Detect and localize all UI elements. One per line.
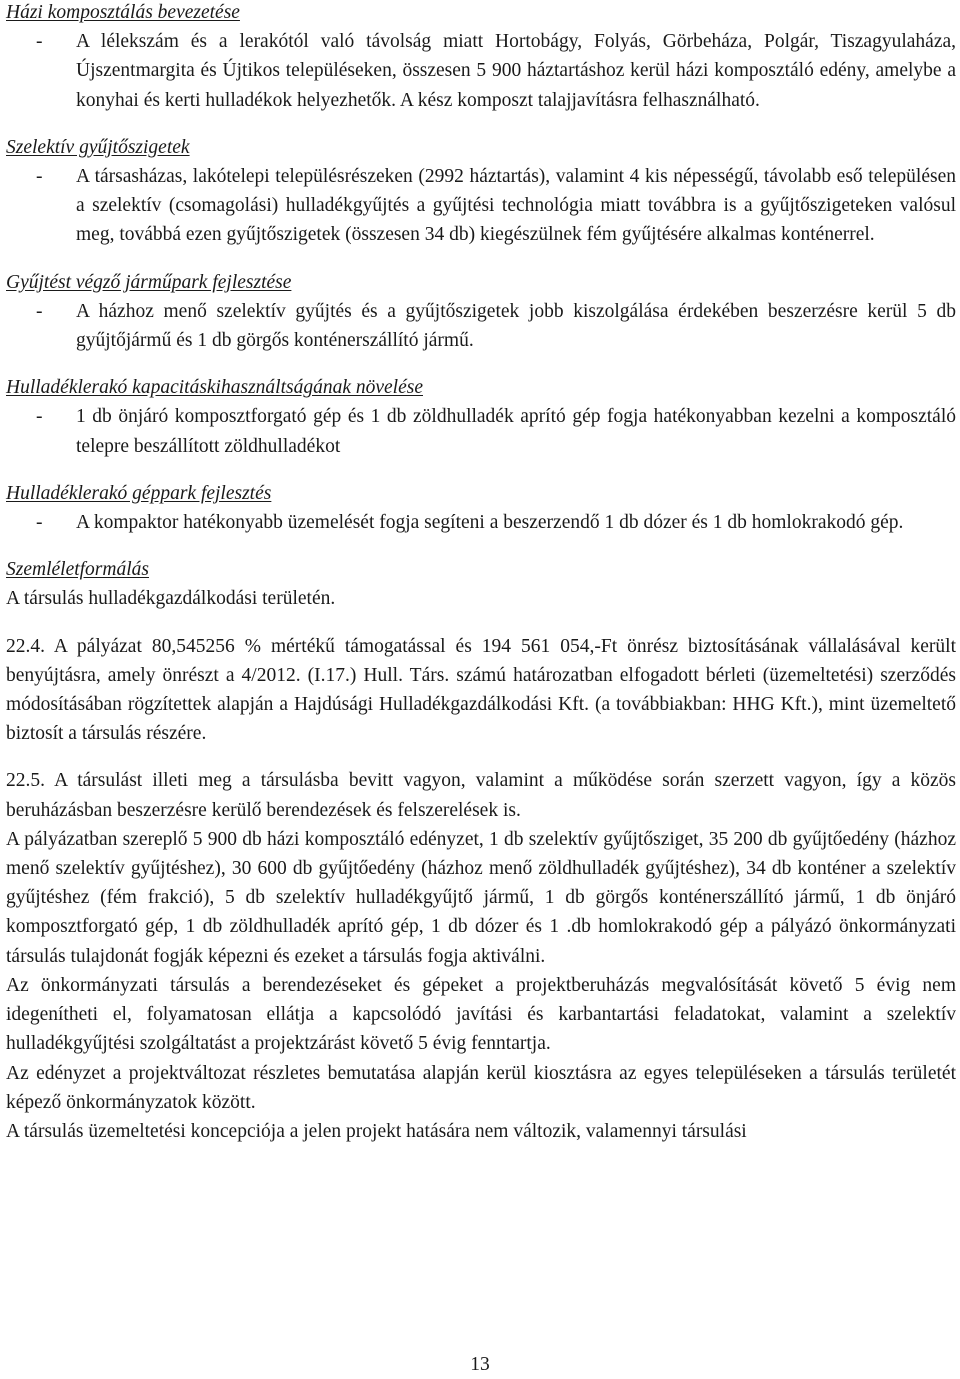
paragraph-edenyzet: Az edényzet a projektváltozat részletes bemutatása alapján kerül kiosztásra az egyes településeken a társulás területét képező önkormányzatok között.	[6, 1062, 956, 1113]
section-heading: Szemléletformálás	[6, 559, 149, 581]
bullet-dash: -	[36, 31, 43, 53]
bullet-dash: -	[36, 512, 43, 534]
section-22-4	[6, 632, 956, 749]
paragraph-fenntartas: Az önkormányzati társulás a berendezéseket és gépeket a projektberuházás megvalósítását követő 5 évig nem idegenítheti el, folyamatosan ellátja a kapcsolódó javítási és karbantartási feladatokat, valamint a szelektív hulladékgyűjtési szolgáltatást a projektzárást követő 5 évig fenntartja.	[6, 974, 956, 1055]
bullet-dash: -	[36, 166, 43, 188]
section-heading: Hulladéklerakó géppark fejlesztés	[6, 482, 272, 504]
bullet-item	[6, 297, 956, 355]
section-szelektiv-gyujtoszigetek	[6, 133, 956, 250]
section-szemleletformalas	[6, 555, 956, 613]
bullet-item	[6, 162, 956, 250]
document-page	[6, 0, 956, 1164]
paragraph-koncepcio: A társulás üzemeltetési koncepciója a jelen projekt hatására nem változik, valamennyi társulási	[6, 1120, 747, 1142]
bullet-dash: -	[36, 300, 43, 322]
section-22-5	[6, 766, 956, 1146]
paragraph-eszkozok: A pályázatban szereplő 5 900 db házi komposztáló edényzet, 1 db szelektív gyűjtősziget, 35 200 db gyűjtőedény (házhoz menő szelektív gyűjtéshez), 30 600 db gyűjtőedény (házhoz menő zöldhulladék gyűjtéshez), 34 db konténer a szelektív gyűjtéshez (fém frakció), 5 db szelektív hulladékgyűjtő jármű, 1 db görgős konténerszállító jármű, 1 db önjáró komposztforgató gép, 1 db zöldhulladék aprító gép, 1 db dózer és 1 .db homlokrakodó gép a pályázó önkormányzati társulás tulajdonát fogják képezni és ezeket a társulás fogja aktiválni.	[6, 828, 956, 967]
bullet-text: A házhoz menő szelektív gyűjtés és a gyűjtőszigetek jobb kiszolgálása érdekében beszerzésre kerül 5 db gyűjtőjármű és 1 db görgős konténerszállító jármű.	[76, 300, 956, 352]
bullet-dash: -	[36, 406, 43, 428]
section-heading: Házi komposztálás bevezetése	[6, 2, 240, 23]
section-heading: Gyűjtést végző járműpark fejlesztése	[6, 271, 292, 293]
section-hazi-komposztalas	[6, 0, 956, 115]
bullet-text: A kompaktor hatékonyabb üzemelését fogja segíteni a beszerzendő 1 db dózer és 1 db homlokrakodó gép.	[76, 512, 904, 534]
section-heading: Hulladéklerakó kapacitáskihasználtságának növelése	[6, 377, 423, 399]
section-jarmupark	[6, 268, 956, 356]
page-number: 13	[470, 1354, 490, 1375]
section-geppark	[6, 479, 956, 537]
paragraph-22-4: 22.4. A pályázat 80,545256 % mértékű támogatással és 194 561 054,-Ft önrész biztosításának vállalásával került benyújtásra, amely önrészt a 4/2012. (I.17.) Hull. Társ. számú határozatban elfogadott bérleti (üzemeltetési) szerződés módosításában rögzítettek alapján a Hajdúsági Hulladékgazdálkodási Kft. (a továbbiakban: HHG Kft.), mint üzemeltető biztosít a társulás részére.	[6, 635, 956, 745]
section-heading: Szelektív gyűjtőszigetek	[6, 136, 190, 158]
bullet-item	[6, 508, 956, 537]
bullet-text: A társasházas, lakótelepi településrészeken (2992 háztartás), valamint 4 kis népességű, távolabb eső településen a szelektív (csomagolási) hulladékgyűjtés a gyűjtési technológia miatt továbbra is a gyűjtőszigeteken valósul meg, továbbá ezen gyűjtőszigetek (összesen 34 db) kiegészülnek fém gyűjtésére alkalmas konténerrel.	[76, 166, 956, 246]
bullet-text: 1 db önjáró komposztforgató gép és 1 db zöldhulladék aprító gép fogja hatékonyabban kezelni a komposztáló telepre beszállított zöldhulladékot	[76, 406, 956, 457]
bullet-text: A lélekszám és a lerakótól való távolság miatt Hortobágy, Folyás, Görbeháza, Polgár, Tiszagyulaháza, Újszentmargita és Újtikos településeken, összesen 5 900 háztartáshoz kerül házi komposztáló edény, amelybe a konyhai és kerti hulladékok helyezhetők. A kész komposzt talajjavításra felhasználható.	[76, 31, 956, 111]
bullet-item	[6, 27, 956, 115]
bullet-item	[6, 402, 956, 460]
paragraph-22-5-intro: 22.5. A társulást illeti meg a társulásba bevitt vagyon, valamint a működése során szerzett vagyon, így a közös beruházásban beszerzésre kerülő berendezések és felszerelések is.	[6, 770, 956, 821]
paragraph: A társulás hulladékgazdálkodási területén.	[6, 588, 336, 610]
section-kapacitas	[6, 373, 956, 461]
